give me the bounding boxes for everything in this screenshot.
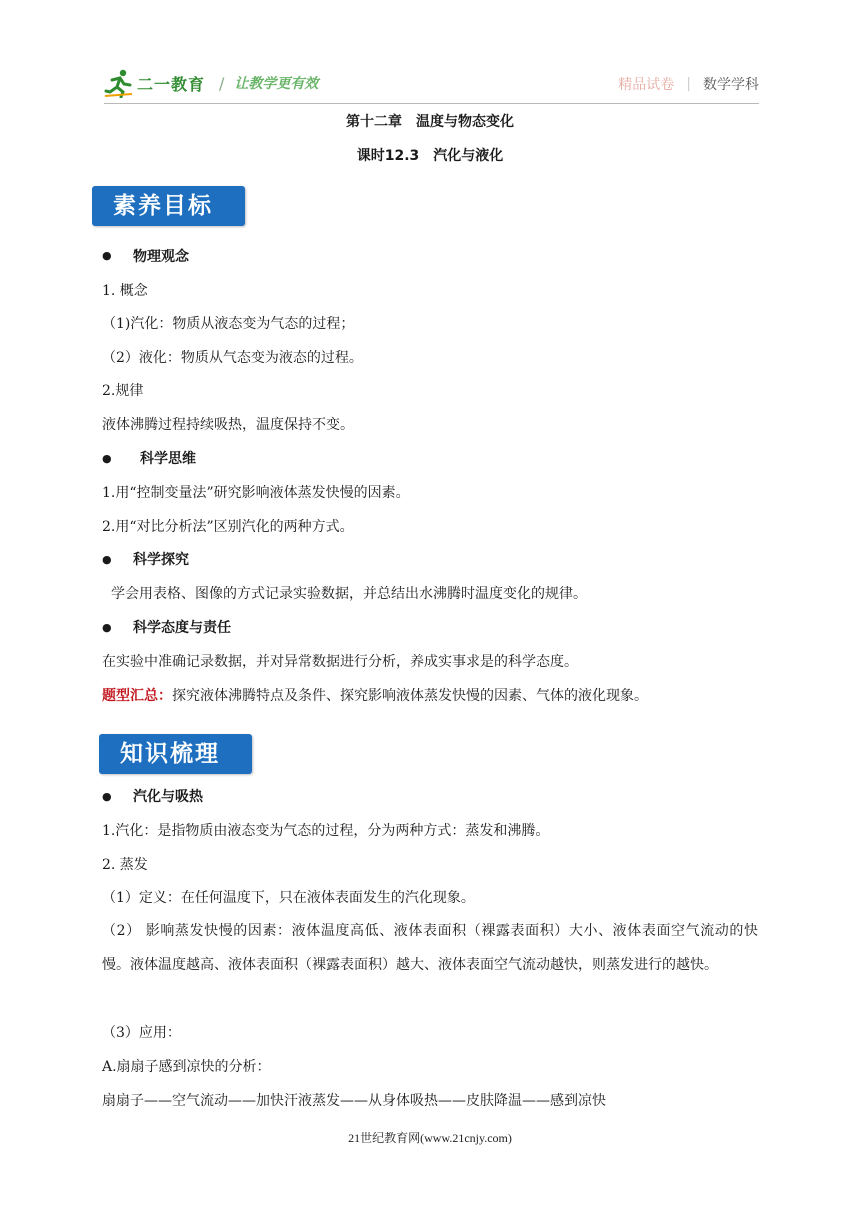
logo-separator: / <box>219 73 225 93</box>
text-line: A.扇扇子感到凉快的分析： <box>102 1059 271 1075</box>
logo-slogan: 让教学更有效 <box>234 76 319 92</box>
text-line: （1)汽化：物质从液态变为气态的过程； <box>102 316 355 332</box>
lesson-title: 课时12.3 汽化与液化 <box>356 148 504 164</box>
logo-text: 二一教育 <box>137 74 206 94</box>
section-banner-knowledge: 知识梳理 <box>99 734 252 774</box>
text-line: 在实验中准确记录数据，并对异常数据进行分析，养成实事求是的科学态度。 <box>102 654 578 670</box>
text-line: （3）应用： <box>102 1025 181 1041</box>
text-line: 1.汽化：是指物质由液态变为气态的过程，分为两种方式：蒸发和沸腾。 <box>102 823 550 839</box>
text-line: 学会用表格、图像的方式记录实验数据，并总结出水沸腾时温度变化的规律。 <box>111 586 587 602</box>
section-heading: 物理观念 <box>133 249 189 265</box>
text-line: 1.用“控制变量法”研究影响液体蒸发快慢的因素。 <box>102 485 410 501</box>
header-tag-premium: 精品试卷 <box>618 77 675 93</box>
bullet-icon: ● <box>102 790 112 803</box>
section-heading: 科学思维 <box>140 451 196 467</box>
page-header <box>104 68 759 104</box>
text-line: 1. 概念 <box>102 283 148 299</box>
text-line: （2）液化：物质从气态变为液态的过程。 <box>102 350 363 366</box>
bullet-icon: ● <box>102 553 112 566</box>
text-line: 2.规律 <box>102 383 144 399</box>
text-line: （1）定义：在任何温度下，只在液体表面发生的汽化现象。 <box>102 890 475 906</box>
summary-label: 题型汇总： <box>102 688 172 704</box>
section-banner-goals: 素养目标 <box>92 186 245 226</box>
header-right <box>618 74 759 94</box>
chapter-title: 第十二章 温度与物态变化 <box>346 114 514 130</box>
text-line: 2. 蒸发 <box>102 857 148 873</box>
bullet-icon: ● <box>102 249 112 262</box>
paragraph: （2） 影响蒸发快慢的因素：液体温度高低、液体表面积（裸露表面积）大小、液体表面空气流动的快慢。液体温度越高、液体表面积（裸露表面积）越大、液体表面空气流动越快，则蒸发进行的越快。 <box>102 923 758 973</box>
logo <box>104 68 318 98</box>
header-divider: | <box>686 76 691 92</box>
section-heading: 汽化与吸热 <box>133 789 203 805</box>
text-line: 液体沸腾过程持续吸热，温度保持不变。 <box>102 417 354 433</box>
bullet-icon: ● <box>102 621 112 634</box>
page-footer: 21世纪教育网(www.21cnjy.com) <box>348 1131 512 1145</box>
summary-line <box>102 685 648 705</box>
text-line: 扇扇子——空气流动——加快汗液蒸发——从身体吸热——皮肤降温——感到凉快 <box>102 1093 606 1109</box>
text-line: 2.用“对比分析法”区别汽化的两种方式。 <box>102 519 354 535</box>
header-rule <box>104 103 759 104</box>
section-heading: 科学态度与责任 <box>133 620 231 636</box>
summary-text: 探究液体沸腾特点及条件、探究影响液体蒸发快慢的因素、气体的液化现象。 <box>172 688 648 704</box>
section-heading: 科学探究 <box>133 552 189 568</box>
bullet-icon: ● <box>102 452 112 465</box>
runner-logo-icon <box>104 68 134 98</box>
header-tag-subject: 数学学科 <box>703 77 759 93</box>
